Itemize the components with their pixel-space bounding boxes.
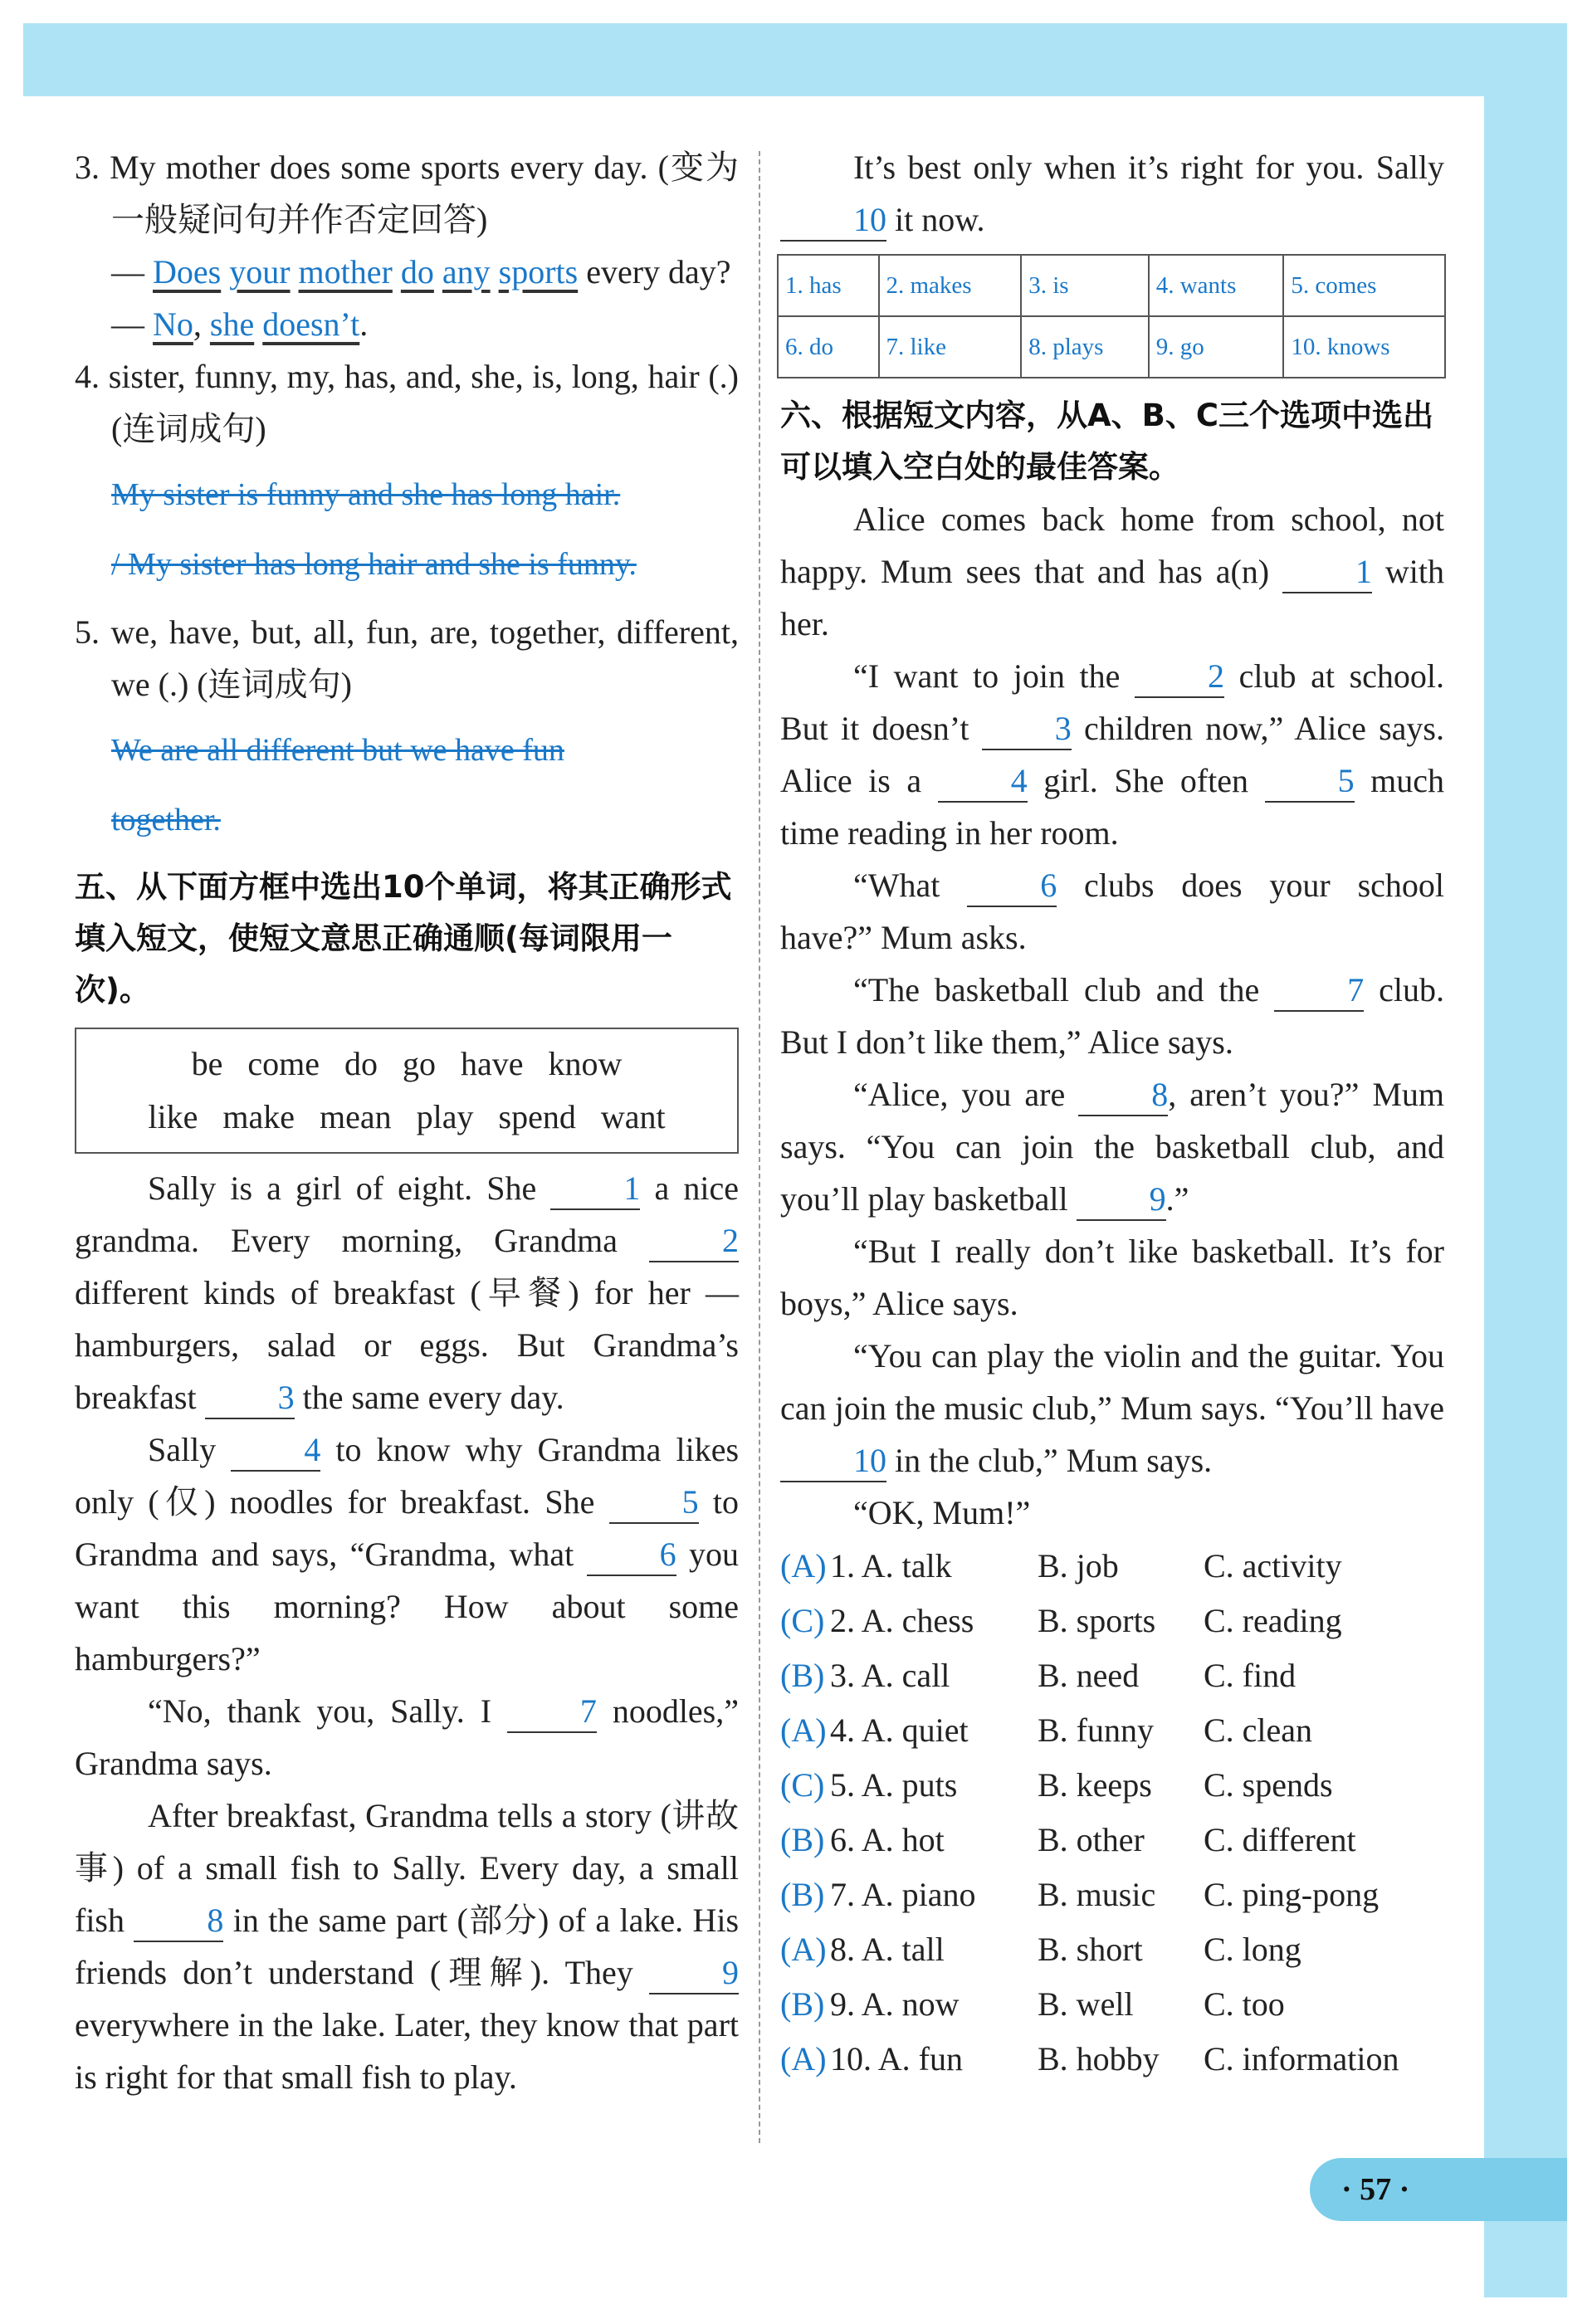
- paragraph: Alice comes back home from school, not happy. Mum sees that and has a(n) 1 with her.: [780, 500, 1445, 642]
- question-prompt: sister, funny, my, has, and, she, is, long, hair (.) (连词成句): [108, 358, 740, 447]
- section-5-passage: [75, 1162, 739, 2103]
- paragraph: “But I really don’t like basketball. It’s for boys,” Alice says.: [780, 1233, 1444, 1322]
- answer-blank: 8: [1078, 1075, 1168, 1116]
- paragraph: “Alice, you are 8, aren’t you?” Mum says. “You can join the basketball club, and you’ll play basketball 9.”: [780, 1068, 1444, 1225]
- option-c: C. too: [1204, 1985, 1285, 2023]
- chosen-answer: (B): [780, 1876, 825, 1913]
- option-a: 4. A. quiet: [830, 1711, 969, 1749]
- answer-blank: 4: [231, 1430, 320, 1472]
- option-c: C. reading: [1204, 1602, 1342, 1639]
- table-row: [778, 316, 1445, 378]
- choice-row: [780, 1868, 1444, 1922]
- table-cell: 3. is: [1021, 255, 1148, 316]
- answer-text: We are all different but we have fun: [111, 733, 564, 768]
- table-cell: 6. do: [778, 316, 879, 378]
- option-b: B. other: [1038, 1821, 1145, 1858]
- chosen-answer: (A): [780, 1931, 827, 1968]
- option-c: C. activity: [1204, 1547, 1342, 1584]
- option-a: 9. A. now: [830, 1985, 960, 2023]
- answer-blank: 7: [1274, 970, 1364, 1012]
- answer-blank: 9: [649, 1953, 739, 1994]
- word-box: [75, 1028, 739, 1154]
- answer-word: your: [229, 253, 291, 290]
- chosen-answer: (B): [780, 1985, 825, 2023]
- table-cell: 7. like: [879, 316, 1022, 378]
- table-cell: 2. makes: [879, 255, 1022, 316]
- answer-line: — Does your mother do any sports every day?: [111, 253, 731, 290]
- table-row: [778, 255, 1445, 316]
- question-prompt: we, have, but, all, fun, are, together, different, we (.) (连词成句): [110, 613, 739, 703]
- option-b: B. job: [1038, 1547, 1119, 1584]
- chosen-answer: (C): [780, 1766, 825, 1804]
- question-4: [75, 350, 739, 599]
- option-c: C. clean: [1204, 1711, 1313, 1749]
- answer-blank: 2: [1135, 657, 1224, 698]
- table-cell: 10. knows: [1283, 316, 1445, 378]
- answer-word: mother: [298, 253, 393, 290]
- chosen-answer: (A): [780, 1711, 827, 1749]
- right-column: [780, 141, 1444, 2087]
- answer-blank: 10: [780, 1441, 886, 1482]
- answer-text: My sister is funny and she has long hair.: [111, 477, 621, 512]
- answer-word: Does: [153, 253, 222, 290]
- chosen-answer: (B): [780, 1657, 825, 1694]
- answer-blank: 1: [550, 1169, 640, 1210]
- table-cell: 5. comes: [1283, 255, 1445, 316]
- answer-blank: 9: [1077, 1179, 1166, 1221]
- choice-row: [780, 1703, 1444, 1758]
- paragraph: Sally is a girl of eight. She 1 a nice grandma. Every morning, Grandma 2 different kinds of breakfast (早餐) for her — hamburgers, salad or eggs. But Grandma’s breakfast 3 the same every day.: [75, 1162, 739, 1423]
- word-box-row: like make mean play spend want: [148, 1098, 666, 1135]
- table-cell: 8. plays: [1021, 316, 1148, 378]
- column-divider: [759, 151, 760, 2143]
- answer-blank: 3: [205, 1378, 295, 1419]
- option-b: B. music: [1038, 1876, 1156, 1913]
- answer-word: doesn’t: [262, 305, 360, 343]
- table-cell: 1. has: [778, 255, 879, 316]
- answer-blank: 5: [1265, 761, 1355, 803]
- answer-blank: 3: [982, 709, 1072, 750]
- paragraph: “The basketball club and the 7 club. But I don’t like them,” Alice says.: [780, 971, 1444, 1061]
- answer-line: — No, she doesn’t.: [111, 305, 369, 343]
- answer-blank: 8: [134, 1901, 223, 1942]
- option-a: 1. A. talk: [830, 1547, 952, 1584]
- writing-lines: [111, 715, 739, 855]
- answer-blank: 1: [1282, 552, 1372, 593]
- option-b: B. hobby: [1038, 2040, 1160, 2077]
- paragraph: “I want to join the 2 club at school. But it doesn’t 3 children now,” Alice says. Alice is a 4 girl. She often 5 much time reading in her room.: [780, 657, 1445, 852]
- option-a: 6. A. hot: [830, 1821, 945, 1858]
- right-margin-band: [1484, 23, 1567, 2297]
- choice-row: [780, 2032, 1444, 2087]
- option-c: C. ping-pong: [1204, 1876, 1380, 1913]
- option-a: 5. A. puts: [830, 1766, 958, 1804]
- top-header-band: [23, 23, 1567, 96]
- option-a: 8. A. tall: [830, 1931, 945, 1968]
- option-c: C. spends: [1204, 1766, 1333, 1804]
- option-b: B. sports: [1038, 1602, 1156, 1639]
- answer-word: do: [400, 253, 434, 290]
- option-b: B. well: [1038, 1985, 1134, 2023]
- option-b: B. keeps: [1038, 1766, 1152, 1804]
- left-column: [75, 141, 739, 2103]
- choice-row: [780, 1648, 1444, 1703]
- option-b: B. funny: [1038, 1711, 1154, 1749]
- paragraph: “You can play the violin and the guitar. You can join the music club,” Mum says. “You’ll have 10 in the club,” Mum says.: [780, 1330, 1444, 1487]
- answer-blank: 5: [609, 1482, 699, 1524]
- answer-word: she: [209, 305, 255, 343]
- answer-word: No: [153, 305, 193, 343]
- option-a: 3. A. call: [830, 1657, 950, 1694]
- question-3: [75, 141, 739, 350]
- choice-row: [780, 1758, 1444, 1813]
- table-cell: 9. go: [1149, 316, 1284, 378]
- option-a: 7. A. piano: [830, 1876, 976, 1913]
- answer-word: sports: [498, 253, 579, 290]
- chosen-answer: (A): [780, 1547, 827, 1584]
- answer-text: together.: [111, 803, 221, 837]
- choice-row: [780, 1539, 1444, 1594]
- section-5-title: 五、从下面方框中选出10个单词，将其正确形式填入短文，使短文意思正确通顺(每词限用一次)。: [75, 869, 732, 1008]
- question-number: 3.: [75, 149, 100, 186]
- writing-lines: [111, 460, 739, 599]
- option-b: B. need: [1038, 1657, 1140, 1694]
- option-b: B. short: [1038, 1931, 1143, 1968]
- option-c: C. find: [1204, 1657, 1297, 1694]
- paragraph: “No, thank you, Sally. I 7 noodles,” Grandma says.: [75, 1692, 739, 1782]
- answer-word: any: [442, 253, 491, 290]
- paragraph: “What 6 clubs does your school have?” Mum asks.: [780, 867, 1445, 956]
- chosen-answer: (B): [780, 1821, 825, 1858]
- option-a: 2. A. chess: [830, 1602, 974, 1639]
- paragraph: Sally 4 to know why Grandma likes only (仅) noodles for breakfast. She 5 to Grandma and says, “Grandma, what 6 you want this morning? How about some hamburgers?”: [75, 1431, 740, 1677]
- choice-row: [780, 1977, 1444, 2032]
- answer-blank: 2: [649, 1221, 739, 1262]
- option-c: C. different: [1204, 1821, 1356, 1858]
- answer-blank: 6: [587, 1535, 676, 1576]
- table-cell: 4. wants: [1149, 255, 1284, 316]
- choices-list: [780, 1539, 1444, 2087]
- word-box-row: be come do go have know: [191, 1045, 623, 1082]
- answer-blank: 4: [938, 761, 1028, 803]
- page-number: · 57 ·: [1310, 2158, 1567, 2221]
- question-number: 5.: [75, 613, 100, 651]
- answer-blank: 6: [967, 866, 1057, 907]
- question-prompt: My mother does some sports every day. (变为一般疑问句并作否定回答): [110, 149, 740, 238]
- answer-blank: 10: [780, 200, 886, 242]
- choice-row: [780, 1594, 1444, 1648]
- option-c: C. information: [1204, 2040, 1399, 2077]
- chosen-answer: (A): [780, 2040, 827, 2077]
- question-number: 4.: [75, 358, 100, 395]
- option-a: 10. A. fun: [830, 2040, 963, 2077]
- question-5: [75, 606, 739, 855]
- answer-key-table: [777, 254, 1446, 378]
- choice-row: [780, 1922, 1444, 1977]
- answer-blank: 7: [507, 1692, 597, 1733]
- paragraph: “OK, Mum!”: [853, 1494, 1031, 1531]
- section-6-title: 六、根据短文内容，从A、B、C三个选项中选出可以填入空白处的最佳答案。: [780, 398, 1433, 485]
- paragraph: It’s best only when it’s right for you. Sally 10 it now.: [780, 141, 1444, 246]
- choice-row: [780, 1813, 1444, 1868]
- answer-text: / My sister has long hair and she is funny.: [111, 547, 637, 582]
- option-c: C. long: [1204, 1931, 1301, 1968]
- section-6-passage: [780, 493, 1444, 1539]
- paragraph: After breakfast, Grandma tells a story (讲故事) of a small fish to Sally. Every day, a small fish 8 in the same part (部分) of a lake. His friends don’t understand (理解). They 9 everywhere in the lake. Later, they know that part is right for that small fish to play.: [75, 1797, 740, 2096]
- chosen-answer: (C): [780, 1602, 825, 1639]
